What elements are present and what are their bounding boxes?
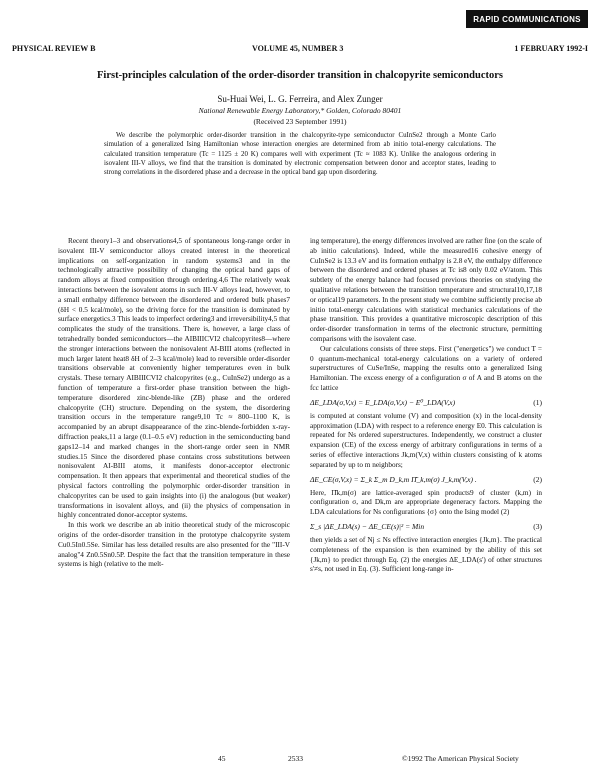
paragraph: Our calculations consists of three steps. First ("energetics") we conduct T = 0 quantum-mechanical total-energy calculations on a variety of ordered superstructures of CuSe/InSe, mapping the results onto a generalized Ising Hamiltonian. The excess energy of a configuration σ of A and B atoms on the fcc lattice — [310, 344, 542, 392]
paragraph: In this work we describe an ab initio theoretical study of the microscopic origins of the order-disorder transition in the prototype chalcopyrite system Cu0.5In0.5Se. Similar has less detailed results are also presented for the "III-V analog"4 Zn0.5Sn0.5P. Despite the fact that the transition temperature in these systems is high (relative to the melt- — [58, 521, 290, 569]
equation-2 — [310, 475, 542, 485]
paragraph: then yields a set of Nj ≤ Ns effective interaction energies {Jk,m}. The practical completeness of the expansion is then examined by the ability of this set {Jk,m} to predict through Eq. (2) the energies ΔE_LDA(s') of other structures s'≠s, not used in Eq. (3). Sufficient long-range in- — [310, 535, 542, 574]
page-number: 2533 — [288, 754, 303, 763]
volume-number: VOLUME 45, NUMBER 3 — [252, 44, 344, 53]
equation-3 — [310, 522, 542, 532]
abstract: We describe the polymorphic order-disorder transition in the chalcopyrite-type semiconductor CuInSe2 through a Monte Carlo simulation of a generalized Ising Hamiltonian whose interaction energies are determined from ab initio total-energy calculations. The calculated transition temperature (Tc = 1125 ± 20 K) compares well with experiment (Tc ≈ 1083 K). Unlike the analogous ordering in isovalent III-V alloys, we find that the transition is dominated by electronic compensation between donor and acceptor states, leading to strong correlations in the disordered phase and a decrease in the optical band gap upon disordering. — [104, 132, 496, 177]
equation-1-number: (1) — [533, 397, 542, 407]
equation-3-expression: Σ_s |ΔE_LDA(s) − ΔE_CE(s)|² = Min — [310, 521, 425, 531]
issue-date: 1 FEBRUARY 1992-I — [514, 44, 588, 53]
equation-2-expression: ΔE_CE(σ,V,x) = Σ_k Σ_m D_k,m Π̄_k,m(σ) J_k,m(V,x) . — [310, 474, 477, 484]
equation-2-number: (2) — [533, 474, 542, 484]
paragraph: Here, Π̄k,m(σ) are lattice-averaged spin products9 of cluster (k,m) in configuration σ, and Dk,m are appropriate degeneracy factors. Mapping the LDA calculations for Ns configurations {σ} onto the Ising model (2) — [310, 488, 542, 517]
equation-1-expression: ΔE_LDA(σ,V,x) = E_LDA(σ,V,x) − E⁰_LDA(V,x) — [310, 397, 456, 407]
authors: Su-Huai Wei, L. G. Ferreira, and Alex Zunger — [217, 94, 383, 104]
paper-title: First-principles calculation of the order-disorder transition in chalcopyrite semiconductors — [97, 70, 503, 81]
paragraph: ing temperature), the energy differences involved are rather fine (on the scale of ab initio calculations). Indeed, while the measured16 cohesive energy of CuInSe2 is 13.3 eV and its formation enthalpy is 2.8 eV, the enthalpy difference between the disordered and ordered phases at Tc is8 only 0.02 eV/atom. This subtlety of the energy balance had focused previous theories on studying the qualitative relations between the transition temperature and structural10,17,18 or optical19 parameters. In the present study we combine sufficiently precise ab initio total-energy calculations with statistical mechanics calculations of the phase transition. This provides a quantitative microscopic description of this order-disorder transformation in terms of the electronic structure, permitting comparisons with the isovalent case. — [310, 237, 542, 343]
received-date: (Received 23 September 1991) — [253, 117, 347, 126]
left-column — [58, 237, 290, 570]
equation-1 — [310, 398, 542, 408]
paragraph: Recent theory1–3 and observations4,5 of spontaneous long-range order in isovalent III-V semiconductor alloys created interest in the theoretical implications on self-organization in random systems3 and in the technologically attractive possibility of changing the optical band gaps of random alloys at fixed composition through ordering.4,6 The relatively weak interactions between the isovalent atoms in such III-V alloys lead, however, to a small enthalpy difference between the disordered and ordered bulk phases7 (δH < 0.5 kcal/mole), so the driving force for the transition is dominated by surface energetics.3 This leads to imperfect ordering3 and irreversibility4,5 that complicates the study of the transitions. There is, however, a large class of tetrahedrally bonded semiconductors—the AIBIIICVI2 chalcopyrites8—where the stronger interactions between the nonisovalent AI-BIII atoms (reflected in much larger latent heat8 δH of 2–3 kcal/mole) lead to reversible order-disorder transitions observable at conveniently higher temperatures even in bulk crystals. These ternary AIBIIICVI2 chalcopyrites (e.g., CuInSe2) undergo as a function of temperature a first-order phase transition between the high-temperature disordered zinc-blende-like (ZB) phase and the ordered chalcopyrite (CH) structure. Depending on the system, the disordering transition occurs in the temperature range9,10 Tc ≈ 800–1100 K, is accompanied by an abrupt disappearance of the zinc-blende-forbidden x-ray-diffraction peaks,11 a large (0.1–0.5 eV) reduction in the semiconducting band gaps12–14 and marked changes in the short-range order seen in NMR studies.15 Since the disordered phase contains cross substitutions between nonisovalent AI-BIII atoms, it manifests donor-acceptor electronic compensation. It then appears that experimental and theoretical studies of the physical factors controlling the polymorphic order-disorder transition in chalcopyrites can be used to gain insights into (i) the analogous (but weaker) transformations in isovalent alloys, and (ii) the physics of compensation in highly concentrated donor-acceptor systems. — [58, 237, 290, 520]
paragraph: is computed at constant volume (V) and composition (x) in the local-density approximation (LDA) with respect to a reference energy E0. This calculation is repeated for Ns ordered superstructures. Independently, we construct a cluster expansion (CE) of the excess energy of arbitrary configurations in terms of a series of effective interactions Jk,m(V,x) within clusters consisting of k atoms separated by up to m neighbors; — [310, 411, 542, 469]
equation-3-number: (3) — [533, 521, 542, 531]
rapid-communications-badge: RAPID COMMUNICATIONS — [466, 10, 588, 28]
copyright: ©1992 The American Physical Society — [402, 754, 519, 763]
right-column — [310, 237, 542, 575]
affiliation: National Renewable Energy Laboratory,* Golden, Colorado 80401 — [198, 106, 402, 115]
volume-footer: 45 — [218, 754, 226, 763]
journal-name: PHYSICAL REVIEW B — [12, 44, 96, 53]
